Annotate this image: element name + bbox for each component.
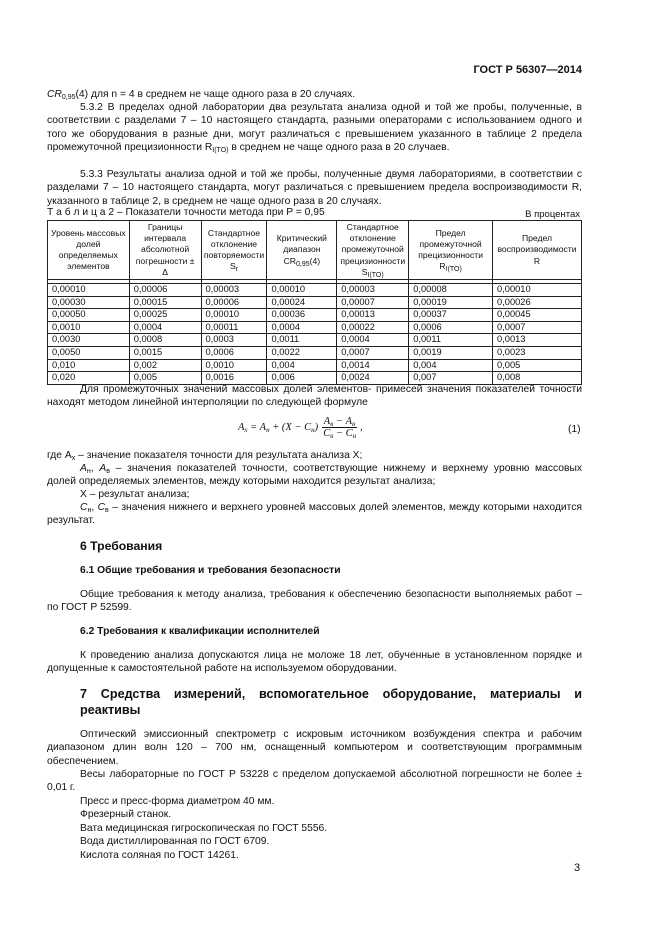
table-cell: 0,00007 [337,296,409,309]
table-cell: 0,0011 [267,334,337,347]
section-6-2-text: К проведению анализа допускаются лица не моложе 18 лет, обученные в установленном порядке и допущенные к самостоятельной работе на используемом оборудовании. [47,650,582,675]
interpolation-formula: $A_x = A_н + (X - C_н)$ $\frac{A_в - A_н}{C_в - C_н}$ , [238,416,363,440]
table-caption: Т а б л и ц а 2 – Показатели точности метода при P = 0,95 В процентах [47,207,580,220]
table-cell: 0,0023 [493,346,582,359]
table-cell: 0,0019 [409,346,493,359]
section-6-1-title: 6.1 Общие требования и требования безопасности [80,565,341,576]
table-cell: 0,0011 [409,334,493,347]
table-cell: 0,00006 [201,296,267,309]
table-row [48,359,582,372]
where-line-2: $A_н$, $A_в$ – значения показателей точности, соответствующие нижнему и верхнему уровню массовых долей определяемых элементов, между которыми находится результат анализа; [47,463,582,488]
precision-table [47,220,582,385]
equipment-list-item: Фрезерный станок. [80,809,172,821]
table-cell: 0,0006 [409,321,493,334]
paragraph-5-3-2: 5.3.2 В пределах одной лаборатории два результата анализа одной и той же пробы, полученные, в соответствии с разделами 7 – 10 настоящего стандарта, разными операторами с использованием одного и того же оборудования в разные дни, могут различаться с превышением указанного в таблице 2 предела промежуточной прецизионности $R_{I(TO)}$ в среднем не чаще одного раза в 20 случаев. [47,102,582,155]
header-cr: Критический диапазон $CR_{0,95}(4)$ [267,221,337,280]
where-line-3: X – результат анализа; [80,489,190,500]
header-reproducibility: Предел воспроизводимости R [493,221,582,280]
table-cell: 0,00024 [267,296,337,309]
equipment-list-item: Кислота соляная по ГОСТ 14261. [80,849,239,861]
table-header-row [48,221,582,280]
equipment-list-item: Вода дистиллированная по ГОСТ 6709. [80,836,270,848]
header-delta: Границы интервала абсолютной погрешности ± Δ [129,221,201,280]
table-cell: 0,0007 [493,321,582,334]
table-row [48,346,582,359]
table-cell: 0,00010 [48,284,130,297]
table-units: В процентах [525,209,580,220]
section-7-paragraph-2: Весы лабораторные по ГОСТ Р 53228 с пределом допускаемой абсолютной погрешности не более ± 0,01 г. [47,769,582,794]
table-cell: 0,00050 [48,309,130,322]
table-cell: 0,0050 [48,346,130,359]
table-cell: 0,00045 [493,309,582,322]
section-6-2-title: 6.2 Требования к квалификации исполнителей [80,626,320,637]
table-cell: 0,0022 [267,346,337,359]
document-id-header: ГОСТ Р 56307—2014 [473,64,582,76]
header-sito: Стандартное отклонение промежуточной прецизионности $S_{I(TO)}$ [337,221,409,280]
table-cell: 0,0010 [201,359,267,372]
table-cell: 0,0013 [493,334,582,347]
table-cell: 0,00003 [337,284,409,297]
table-cell: 0,0004 [267,321,337,334]
equipment-list-item: Пресс и пресс-форма диаметром 40 мм. [80,796,275,807]
page-number: 3 [574,862,581,874]
table-cell: 0,004 [409,359,493,372]
table-cell: 0,005 [493,359,582,372]
table-cell: 0,0007 [337,346,409,359]
table-row [48,334,582,347]
table-cell: 0,010 [48,359,130,372]
where-line-4: $C_н$, $C_в$ – значения нижнего и верхнего уровней массовых долей элементов, между которыми находится результат. [47,502,582,527]
table-cell: 0,00036 [267,309,337,322]
table-cell: 0,00006 [129,284,201,297]
table-cell: 0,00030 [48,296,130,309]
table-cell: 0,006 [267,372,337,385]
table-body [48,280,582,385]
table-cell: 0,0016 [201,372,267,385]
table-cell: 0,00013 [337,309,409,322]
table-cell: 0,0015 [129,346,201,359]
equipment-list-item: Вата медицинская гигроскопическая по ГОСТ 5556. [80,822,328,834]
table-cell: 0,0010 [48,321,130,334]
table-cell: 0,005 [129,372,201,385]
table-cell: 0,00003 [201,284,267,297]
table-cell: 0,0004 [129,321,201,334]
header-rito: Предел промежуточной прецизионности $R_{I(TO)}$ [409,221,493,280]
interpolation-paragraph: Для промежуточных значений массовых долей элементов- примесей значения показателей точности находят методом линейной интерполяции по следующей формуле [47,384,582,409]
table-cell: 0,020 [48,372,130,385]
table-cell: 0,0006 [201,346,267,359]
table-cell: 0,00010 [493,284,582,297]
table-cell: 0,00010 [201,309,267,322]
table-cell: 0,0030 [48,334,130,347]
table-cell: 0,0003 [201,334,267,347]
table-row [48,321,582,334]
table-cell: 0,008 [493,372,582,385]
table-cell: 0,00019 [409,296,493,309]
table-cell: 0,0024 [337,372,409,385]
table-cell: 0,00025 [129,309,201,322]
cr-continuation-line: $CR_{0,95}(4)$ для n = 4 в среднем не чаще одного раза в 20 случаях. [47,89,356,101]
table-cell: 0,004 [267,359,337,372]
table-cell: 0,0008 [129,334,201,347]
table-cell: 0,00026 [493,296,582,309]
table-cell: 0,00008 [409,284,493,297]
where-line-1: где $A_x$ – значение показателя точности для результата анализа X; [47,450,363,462]
equation-number: (1) [568,424,581,435]
table-cell: 0,0004 [337,334,409,347]
table-cell: 0,00037 [409,309,493,322]
section-6-title: 6 Требования [80,539,163,553]
table-cell: 0,00011 [201,321,267,334]
paragraph-5-3-3: 5.3.3 Результаты анализа одной и той же пробы, полученные двумя лабораториями, в соответствии с разделами 7 – 10 настоящего стандарта, могут различаться с превышением предела воспроизводимости R, указанного в таблице 2, в среднем не чаще одного раза в 20 случаях. [47,169,582,207]
header-sr: Стандартное отклонение повторяемости $S_r$ [201,221,267,280]
table-cell: 0,00010 [267,284,337,297]
section-7-title: 7 Средства измерений, вспомогательное оборудование, материалы и реактивы [80,687,582,717]
header-level: Уровень массовых долей определяемых элементов [48,221,130,280]
section-7-paragraph-1: Оптический эмиссионный спектрометр с искровым источником возбуждения спектра и рабочим диапазоном длин волн 120 – 700 нм, оснащенный компьютером и соответствующим программным обеспечением. [47,729,582,767]
table-cell: 0,0014 [337,359,409,372]
table-cell: 0,00015 [129,296,201,309]
table-row [48,309,582,322]
table-cell: 0,00022 [337,321,409,334]
table-row [48,296,582,309]
table-cell: 0,007 [409,372,493,385]
table-cell: 0,002 [129,359,201,372]
table-row [48,284,582,297]
section-6-1-text: Общие требования к методу анализа, требования к обеспечению безопасности выполняемых работ – по ГОСТ Р 52599. [47,589,582,614]
